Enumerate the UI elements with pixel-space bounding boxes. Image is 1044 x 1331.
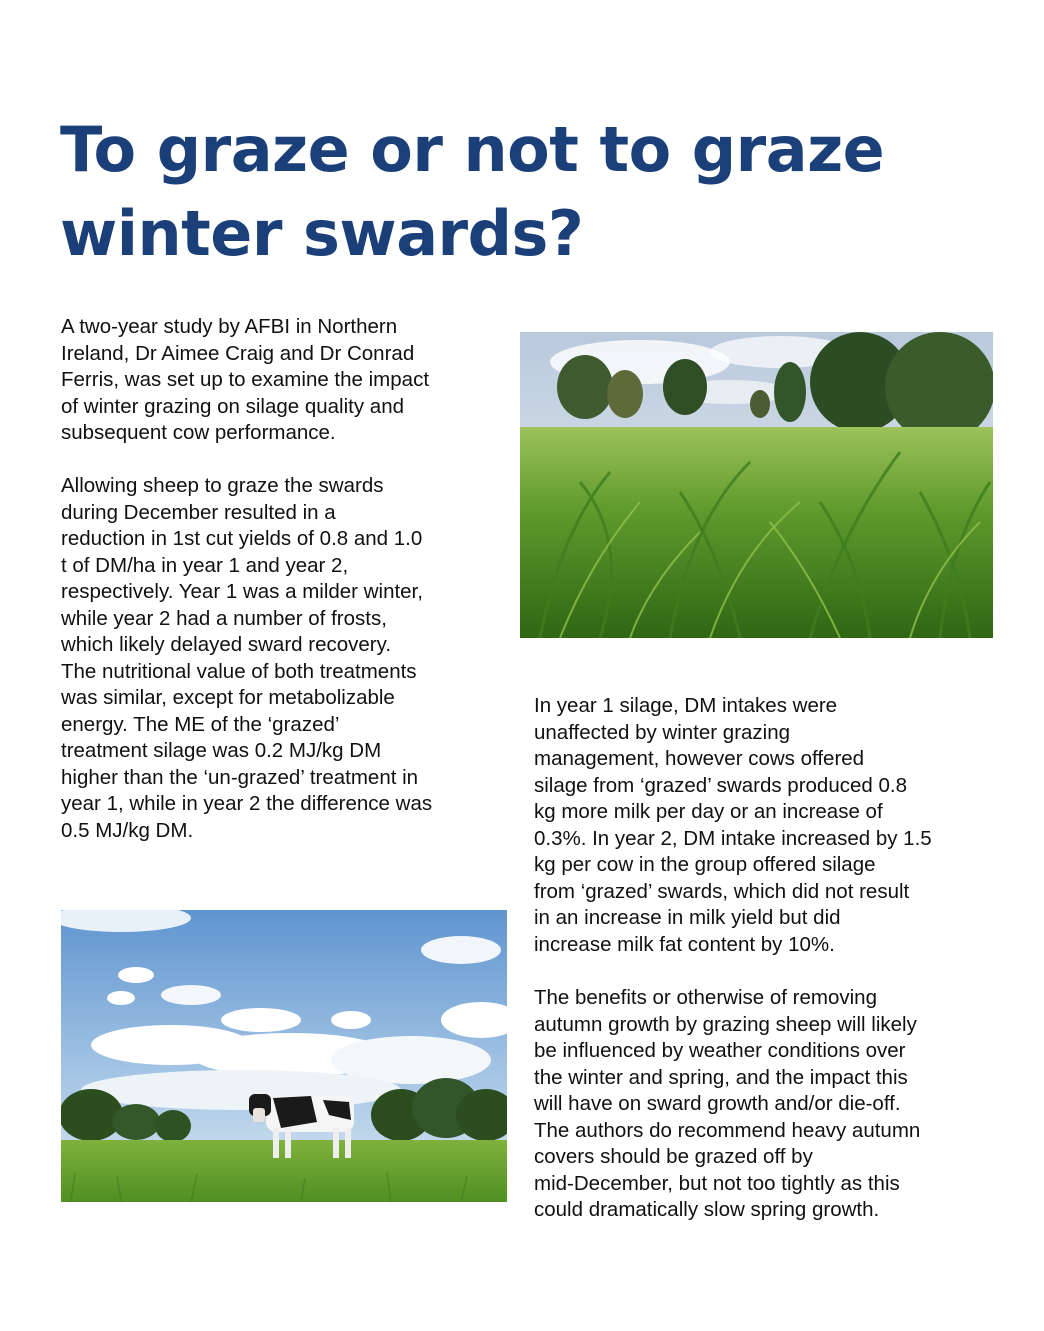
text-line: t of DM/ha in year 1 and year 2, [61,553,349,577]
text-line: management, however cows offered [534,747,865,770]
text-line: respectively. Year 1 was a milder winter, [61,580,423,603]
text-line: The benefits or otherwise of removing [534,986,877,1009]
results-paragraph [61,473,432,844]
text-line: year 1, while in year 2 the difference was [61,792,433,815]
text-line: treatment silage was 0.2 MJ/kg DM [61,739,382,762]
text-line: 0.3%. In year 2, DM intake increased by 1.5 [534,826,932,850]
text-line: The authors do recommend heavy autumn [534,1118,921,1142]
text-line: kg more milk per day or an increase of [534,800,883,823]
text-line: Ferris, was set up to examine the impact [61,368,430,391]
text-line: unaffected by winter grazing [534,720,791,744]
text-line: reduction in 1st cut yields of 0.8 and 1.0 [61,527,423,550]
text-line: In year 1 silage, DM intakes were [534,694,838,717]
text-line: Ireland, Dr Aimee Craig and Dr Conrad [61,341,415,365]
text-line: the winter and spring, and the impact this [534,1065,908,1089]
text-line: 0.5 MJ/kg DM. [61,818,194,842]
text-line: from ‘grazed’ swards, which did not result [534,879,910,903]
text-line: A two-year study by AFBI in Northern [61,315,398,338]
text-line: The nutritional value of both treatments [61,659,417,683]
text-line: in an increase in milk yield but did [534,906,841,929]
text-line: silage from ‘grazed’ swards produced 0.8 [534,773,907,797]
text-line: of winter grazing on silage quality and [61,394,405,418]
title-line: To graze or not to graze [60,113,885,186]
text-line: will have on sward growth and/or die-off. [534,1092,901,1115]
text-line: which likely delayed sward recovery. [61,633,392,656]
text-line: mid-December, but not too tightly as this [534,1171,900,1195]
grass-photo [520,332,993,638]
text-line: be influenced by weather conditions over [534,1039,906,1062]
text-line: kg per cow in the group offered silage [534,853,876,876]
text-line: energy. The ME of the ‘grazed’ [61,712,340,736]
intro-paragraph [61,314,429,447]
title-line: winter swards? [60,197,584,270]
text-line: while year 2 had a number of frosts, [61,606,387,630]
page-title [60,108,960,276]
cow-photo [61,910,507,1202]
conclusion-paragraph [534,985,920,1224]
text-line: higher than the ‘un-grazed’ treatment in [61,765,419,789]
text-line: increase milk fat content by 10%. [534,932,835,956]
intake-paragraph [534,693,932,958]
text-line: Allowing sheep to graze the swards [61,474,384,497]
text-line: subsequent cow performance. [61,421,336,444]
text-line: could dramatically slow spring growth. [534,1198,880,1221]
text-line: during December resulted in a [61,500,336,524]
text-line: covers should be grazed off by [534,1145,813,1168]
text-line: autumn growth by grazing sheep will likely [534,1012,917,1036]
text-line: was similar, except for metabolizable [61,686,395,709]
